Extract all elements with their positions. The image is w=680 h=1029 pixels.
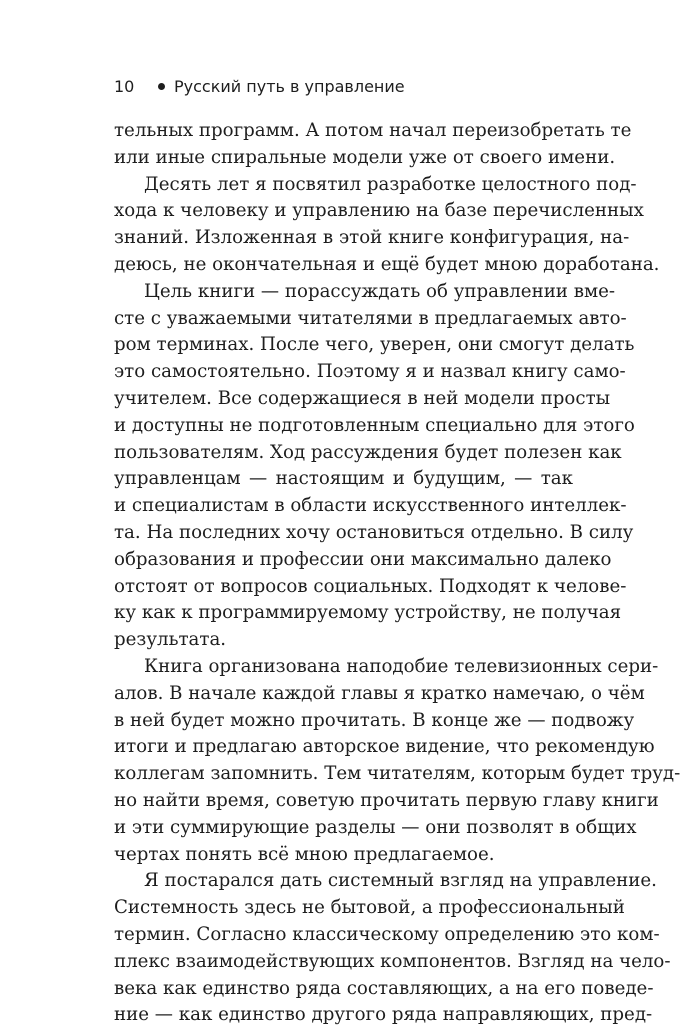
text-line: и доступны не подготовленным специально для этого [114, 414, 635, 436]
text-line: управленцам — настоящим и будущим, — так [114, 468, 573, 490]
text-line: плекс взаимодействующих компонентов. Взгляд на чело- [114, 950, 671, 972]
text-line: алов. В начале каждой главы я кратко намечаю, о чём [114, 682, 645, 704]
text-line: ром терминах. После чего, уверен, они смогут делать [114, 334, 635, 356]
text-line: это самостоятельно. Поэтому я и назвал книгу само- [114, 361, 626, 383]
text-line: чертах понять всё мною предлагаемое. [114, 843, 495, 865]
text-line: и эти суммирующие разделы — они позволят в общих [114, 816, 637, 838]
text-line: ку как к программируемому устройству, не получая [114, 602, 622, 624]
running-header [114, 72, 405, 100]
text-line: итоги и предлагаю авторское видение, что рекомендую [114, 736, 655, 758]
text-line: сте с уважаемыми читателями в предлагаемых авто- [114, 307, 627, 329]
bullet-icon [158, 83, 165, 90]
text-line: учителем. Все содержащиеся в ней модели просты [114, 387, 611, 409]
text-line: термин. Согласно классическому определению это ком- [114, 923, 660, 945]
body-text [114, 118, 680, 1029]
text-line: и специалистам в области искусственного интеллек- [114, 495, 627, 517]
text-line: но найти время, советую прочитать первую главу книги [114, 789, 659, 811]
text-line: тельных программ. А потом начал переизобретать те [114, 120, 632, 141]
text-line: знаний. Изложенная в этой книге конфигурация, на- [114, 227, 630, 249]
paragraph-first-line: Книга организована наподобие телевизионных сери- [144, 655, 659, 677]
running-title: Русский путь в управление [174, 76, 405, 96]
text-line: коллегам запомнить. Тем читателям, которым будет труд- [114, 763, 680, 785]
text-line: хода к человеку и управлению на базе перечисленных [114, 200, 644, 222]
text-line: деюсь, не окончательная и ещё будет мною доработана. [114, 253, 660, 275]
text-line: отстоят от вопросов социальных. Подходят к челове- [114, 575, 627, 597]
text-line: в ней будет можно прочитать. В конце же — подвожу [114, 709, 635, 731]
text-line: результата. [114, 629, 227, 651]
text-line: Системность здесь не бытовой, а профессиональный [114, 897, 625, 919]
text-line: образования и профессии они максимально далеко [114, 548, 612, 570]
text-line: пользователям. Ход рассуждения будет полезен как [114, 441, 622, 463]
paragraph-first-line: Цель книги — порассуждать об управлении вме- [144, 280, 616, 302]
text-line: та. На последних хочу остановиться отдельно. В силу [114, 521, 634, 543]
text-line: или иные спиральные модели уже от своего имени. [114, 146, 616, 168]
paragraph-first-line: Десять лет я посвятил разработке целостного под- [144, 173, 637, 195]
paragraph-first-line: Я постарался дать системный взгляд на управление. [144, 870, 657, 892]
page-number: 10 [114, 76, 135, 96]
text-line: ние — как единство другого ряда направляющих, пред- [114, 1004, 653, 1026]
text-line: века как единство ряда составляющих, а на его поведе- [114, 977, 654, 999]
